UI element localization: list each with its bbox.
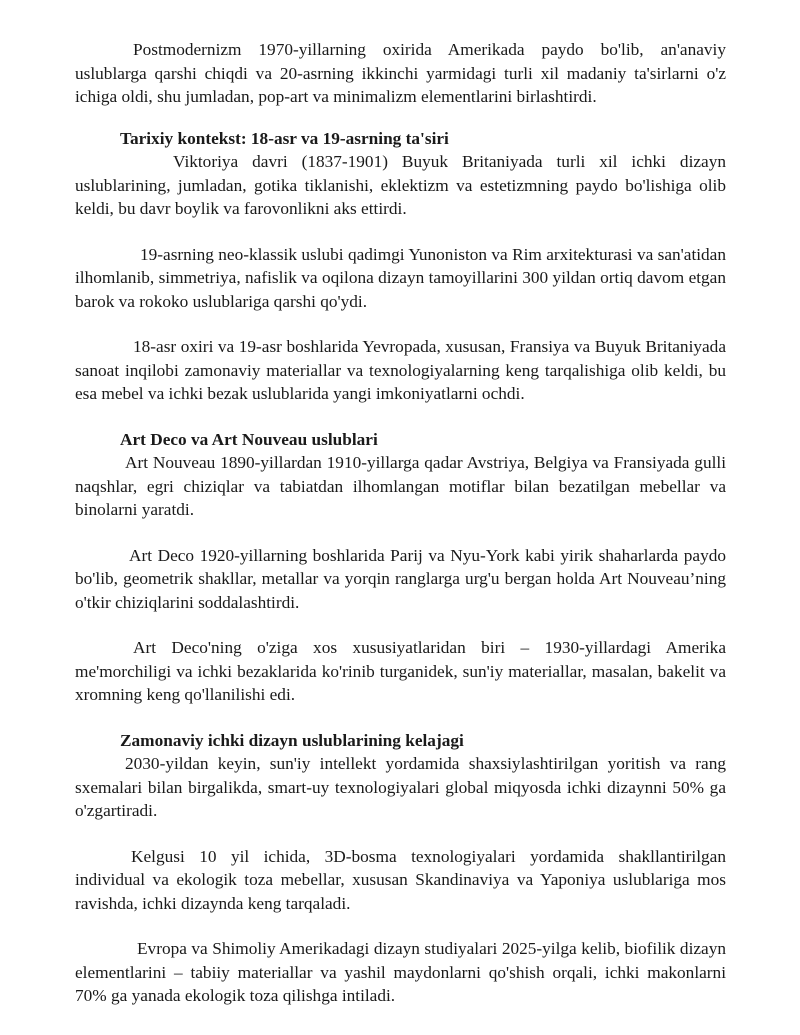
heading-future-design: Zamonaviy ichki dizayn uslublarining kelajagi (120, 730, 464, 750)
heading-historical-context: Tarixiy kontekst: 18-asr va 19-asrning ta'siri (120, 128, 449, 148)
paragraph-biophilic-design: Evropa va Shimoliy Amerikadagi dizayn studiyalari 2025-yilga kelib, biofilik dizayn elementlarini – tabiiy materiallar va yashil maydonlarni qo'shish orqali, ichki makonlarni 70% ga yanada ekologik toza qilishga intiladi. (75, 939, 726, 1005)
document-page (75, 38, 726, 1008)
paragraph-3d-printing: Kelgusi 10 yil ichida, 3D-bosma texnologiyalari yordamida shakllantirilgan individual va ekologik toza mebellar, xususan Skandinaviya va Yaponiya uslublariga mos ravishda, ichki dizaynda keng tarqaladi. (75, 846, 726, 913)
paragraph-neoclassical: 19-asrning neo-klassik uslubi qadimgi Yunoniston va Rim arxitekturasi va san'atidan ilhomlanib, simmetriya, nafislik va oqilona dizayn tamoyillarini 300 yildan ortiq davom etgan barok va rokoko uslublariga qarshi qo'ydi. (75, 244, 726, 311)
paragraph-victorian-era: Viktoriya davri (1837-1901) Buyuk Britaniyada turli xil ichki dizayn uslublarining, jumladan, gotika tiklanishi, eklektizm va estetizmning paydo bo'lishiga olib keldi, bu davr boylik va farovonlikni aks ettirdi. (75, 152, 726, 218)
heading-art-deco-nouveau: Art Deco va Art Nouveau uslublari (120, 429, 378, 449)
paragraph-art-nouveau: Art Nouveau 1890-yillardan 1910-yillarga qadar Avstriya, Belgiya va Fransiyada gulli naqshlar, egri chiziqlar va tabiatdan ilhomlangan motiflar bilan bezatilgan mebellar va binolarni yaratdi. (75, 453, 726, 519)
paragraph-art-deco-features: Art Deco'ning o'ziga xos xususiyatlaridan biri – 1930-yillardagi Amerika me'morchiligi va ichki bezaklarida ko'rinib turganidek, sun'iy materiallar, masalan, bakelit va xromning keng qo'llanilishi edi. (75, 638, 726, 704)
paragraph-postmodernism: Postmodernizm 1970-yillarning oxirida Amerikada paydo bo'lib, an'anaviy uslublarga qarshi chiqdi va 20-asrning ikkinchi yarmidagi turli xil madaniy ta'sirlarni o'z ichiga oldi, shu jumladan, pop-art va minimalizm elementlarini birlashtirdi. (75, 40, 726, 106)
paragraph-art-deco: Art Deco 1920-yillarning boshlarida Parij va Nyu-York kabi yirik shaharlarda paydo bo'lib, geometrik shakllar, metallar va yorqin ranglarga urg'u bergan holda Art Nouveau’ning o'tkir chiziqlarini soddalashtirdi. (75, 545, 726, 612)
paragraph-smart-home: 2030-yildan keyin, sun'iy intellekt yordamida shaxsiylashtirilgan yoritish va rang sxemalari bilan birgalikda, smart-uy texnologiyalari global miqyosda ichki dizaynni 50% ga o'zgartiradi. (75, 754, 726, 820)
paragraph-industrial-revolution: 18-asr oxiri va 19-asr boshlarida Yevropada, xususan, Fransiya va Buyuk Britaniyada sanoat inqilobi zamonaviy materiallar va texnologiyalarning keng tarqalishiga olib keldi, bu esa mebel va ichki bezak uslublarida yangi imkoniyatlarni ochdi. (75, 337, 726, 403)
